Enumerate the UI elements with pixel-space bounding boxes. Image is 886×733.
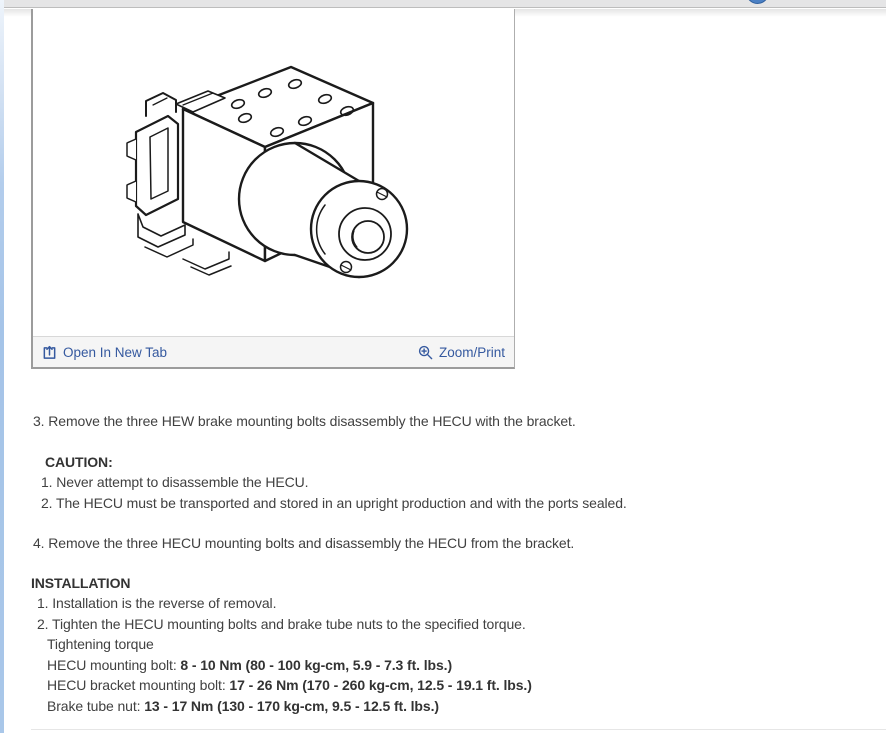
torque-label: HECU bracket mounting bolt: <box>47 677 230 693</box>
installation-heading: INSTALLATION <box>31 574 131 591</box>
torque-label: Brake tube nut: <box>47 697 145 714</box>
tightening-torque-label: Tightening torque <box>47 636 154 652</box>
torque-line <box>47 696 873 717</box>
caution-item: 1. Never attempt to disassemble the HECU. <box>41 474 309 490</box>
figure-panel-footer <box>33 336 514 367</box>
torque-value: 13 - 17 Nm (130 - 170 kg-cm, 9.5 - 12.5 ft. lbs.) <box>144 697 439 714</box>
zoom-print-label: Zoom/Print <box>438 344 505 360</box>
left-panel-edge <box>0 0 4 733</box>
step-4: 4. Remove the three HECU mounting bolts and disassembly the HECU from the bracket. <box>33 535 575 551</box>
hecu-illustration <box>33 9 513 336</box>
step-3: 3. Remove the three HEW brake mounting bolts disassembly the HECU with the bracket. <box>33 413 576 429</box>
figure-panel <box>31 9 515 369</box>
caution-item: 2. The HECU must be transported and stored in an upright production and with the ports sealed. <box>41 494 627 511</box>
installation-item: 1. Installation is the reverse of removal. <box>37 595 277 611</box>
caution-heading: CAUTION: <box>45 453 113 470</box>
open-in-new-tab-icon <box>42 345 57 360</box>
procedure-text <box>33 411 873 716</box>
open-in-new-tab-link[interactable] <box>42 345 167 360</box>
installation-item: 2. Tighten the HECU mounting bolts and brake tube nuts to the specified torque. <box>37 615 526 632</box>
torque-line <box>47 655 873 676</box>
torque-label: HECU mounting bolt: <box>47 656 181 673</box>
torque-line <box>47 675 873 696</box>
open-in-new-tab-label: Open In New Tab <box>63 344 168 360</box>
zoom-in-icon <box>418 345 433 360</box>
torque-value: 8 - 10 Nm (80 - 100 kg-cm, 5.9 - 7.3 ft. lbs.) <box>180 656 453 673</box>
zoom-print-link[interactable] <box>418 345 505 360</box>
bottom-divider <box>31 729 886 730</box>
torque-value: 17 - 26 Nm (170 - 260 kg-cm, 12.5 - 19.1 ft. lbs.) <box>229 677 532 693</box>
